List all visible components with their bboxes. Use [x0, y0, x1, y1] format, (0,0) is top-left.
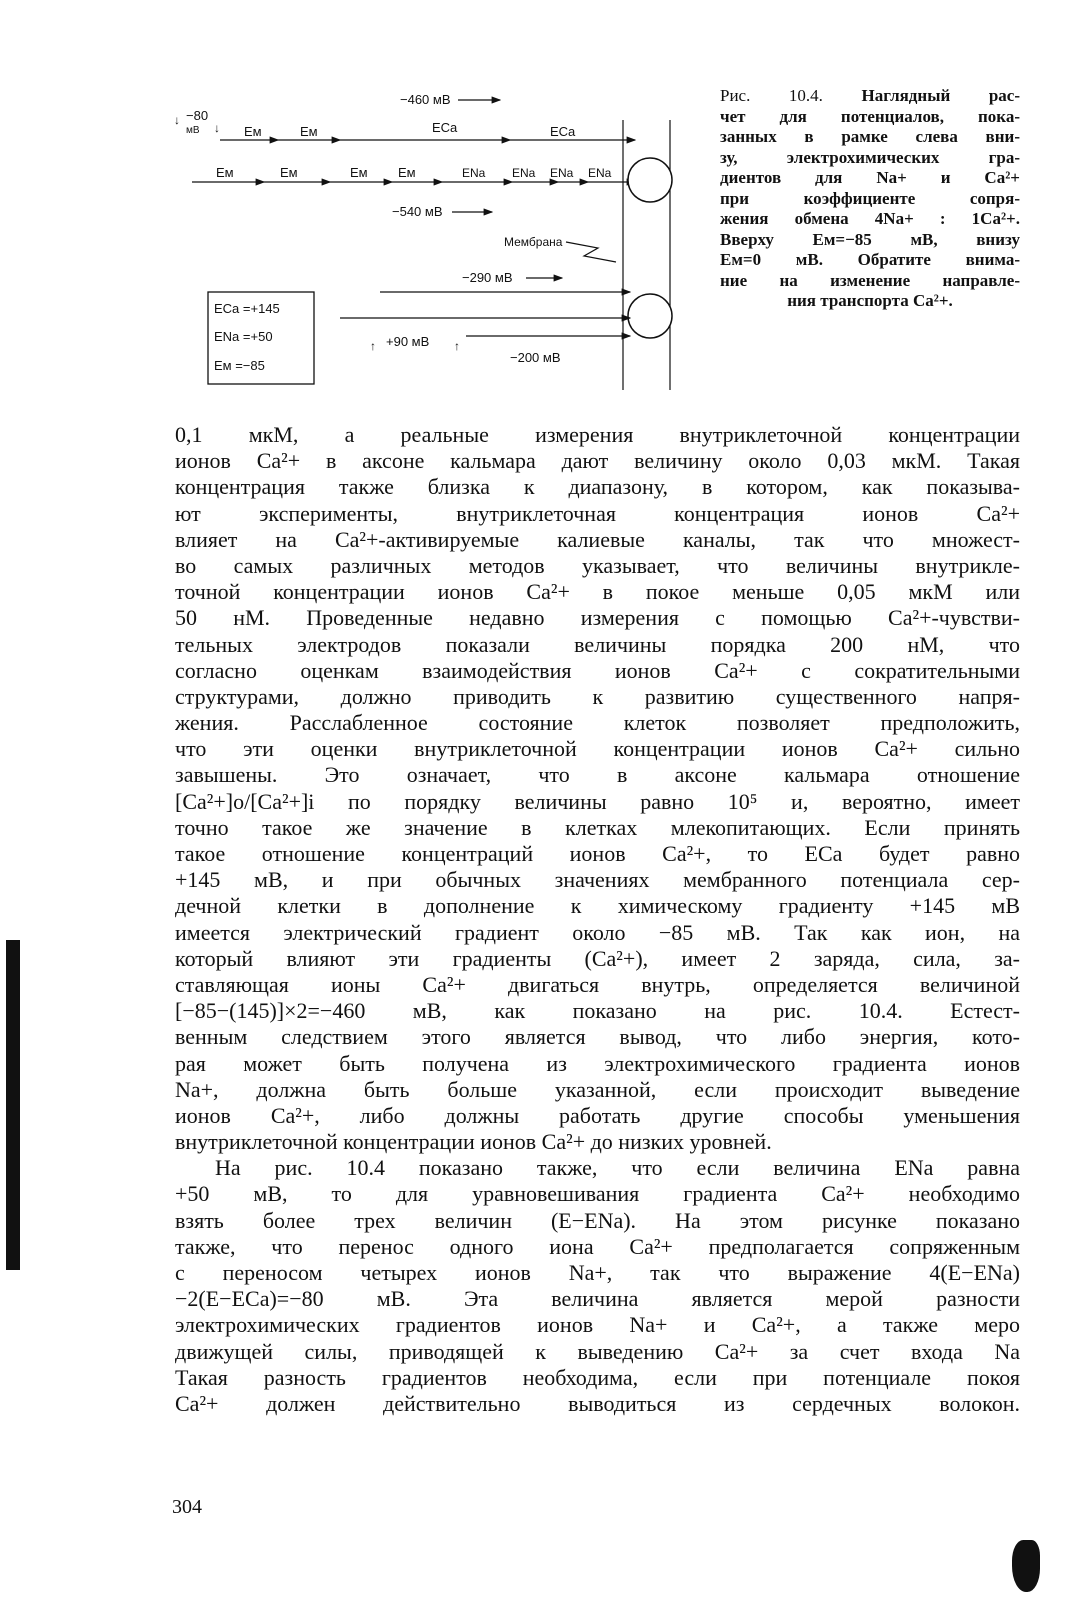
row1-label-4: ECa	[550, 124, 576, 139]
text-line: завышены. Это означает, что в аксоне кальмара отношение	[175, 762, 1020, 788]
row2-label-1: Eм	[216, 165, 234, 180]
text-line: жения. Расслабленное состояние клеток позволяет предположить,	[175, 710, 1020, 736]
text-line: венным следствием этого является вывод, что либо энергия, кото-	[175, 1024, 1020, 1050]
caption-number: Рис. 10.4.	[720, 86, 823, 105]
caption-title: Наглядный рас-	[861, 86, 1020, 105]
text-line: −2(E−ECa)=−80 мВ. Эта величина является мерой разности	[175, 1286, 1020, 1312]
text-line: движущей силы, приводящей к выведению Ca²+ за счет входа Na	[175, 1338, 1020, 1364]
scan-artifact-bar	[6, 940, 20, 1270]
text-line: дечной клетки в дополнение к химическому градиенту +145 мВ	[175, 893, 1020, 919]
caption-line: при коэффициенте сопря-	[720, 188, 1020, 208]
text-line: [Ca²+]о/[Ca²+]i по порядку величины равно 10⁵ и, вероятно, имеет	[175, 788, 1020, 814]
text-line: +50 мВ, то для уравновешивания градиента Ca²+ необходимо	[175, 1181, 1020, 1207]
membrane-pointer	[566, 242, 616, 262]
row1-label-2: Eм	[300, 124, 318, 139]
row2-label-7: ENa	[550, 166, 574, 180]
caption-line: Eм=0 мВ. Обратите внима-	[720, 250, 1020, 269]
text-line: что эти оценки внутриклеточной концентрации ионов Ca²+ сильно	[175, 736, 1020, 762]
label-left-80: −80	[186, 108, 209, 123]
paragraph-2	[175, 1155, 1020, 1417]
caption-line: занных в рамке слева вни-	[720, 127, 1020, 146]
exchanger-circle-bottom	[628, 294, 672, 338]
figure-10-4	[174, 80, 700, 410]
text-line: ставляющая ионы Ca²+ двигаться внутрь, определяется величиной	[175, 971, 1020, 997]
text-line: имеется электрический градиент около −85 мВ. Так как ион, на	[175, 919, 1020, 945]
exchanger-circle-top	[628, 158, 672, 202]
text-line: рая может быть получена из электрохимического градиента ионов	[175, 1050, 1020, 1076]
text-line: согласно оценкам взаимодействия ионов Ca²+ с сократительными	[175, 657, 1020, 683]
legend-ena: ENa =+50	[214, 329, 273, 344]
text-line: во самых различных методов указывает, что величины внутрикле-	[175, 552, 1020, 578]
text-line: структурами, должно приводить к развитию существенного напря-	[175, 683, 1020, 709]
text-line: такое отношение концентраций ионов Ca²+, то ECa будет равно	[175, 841, 1020, 866]
label-bottom-200: −200 мВ	[510, 350, 561, 365]
caption-line: зу, электрохимических гра-	[720, 147, 1020, 167]
text-line: 0,1 мкМ, а реальные измерения внутриклеточной концентрации	[175, 422, 1020, 447]
row1-label-3: ECa	[432, 120, 458, 135]
text-line: который влияют эти градиенты (Ca²+), имеет 2 заряда, сила, за-	[175, 945, 1020, 971]
text-line: Na+, должна быть больше указанной, если происходит выведение	[175, 1076, 1020, 1102]
label-left-unit: мВ	[186, 125, 200, 136]
arrow-up-small-icon: ↑	[454, 339, 460, 353]
text-line: ионов Ca²+, либо должны работать другие способы уменьшения	[175, 1102, 1020, 1128]
text-line: 50 нМ. Проведенные недавно измерения с помощью Ca²+-чувстви-	[175, 605, 1020, 631]
legend-em: Eм =−85	[214, 358, 265, 373]
row2-label-8: ENa	[588, 166, 612, 180]
arrow-down-icon: ↓	[174, 113, 180, 127]
text-line: внутриклеточной концентрации ионов Ca²+ до низких уровней.	[175, 1129, 772, 1155]
membrane-label: Мембрана	[504, 235, 563, 249]
caption-line: диентов для Na+ и Ca²+	[720, 168, 1020, 187]
text-line: влияет на Ca²+-активируемые калиевые каналы, так что множест-	[175, 526, 1020, 552]
row2-label-3: Eм	[350, 165, 368, 180]
label-mid-540: −540 мВ	[392, 204, 443, 219]
figure-diagram	[174, 80, 700, 410]
page-number: 304	[172, 1496, 202, 1518]
text-line: электрохимических градиентов ионов Na+ и Ca²+, а также меро	[175, 1312, 1020, 1338]
arrow-up-icon: ↑	[370, 339, 376, 353]
row2-label-2: Eм	[280, 165, 298, 180]
text-line: также, что перенос одного иона Ca²+ предполагается сопряженным	[175, 1233, 1020, 1259]
body-text	[175, 422, 1020, 1417]
text-line: тельных электродов показали величины порядка 200 нМ, что	[175, 631, 1020, 657]
row2-label-5: ENa	[462, 166, 486, 180]
figure-caption	[720, 86, 1020, 312]
text-line: с переносом четырех ионов Na+, так что выражение 4(E−ENa)	[175, 1260, 1020, 1285]
label-top-460: −460 мВ	[400, 92, 451, 107]
row2-label-6: ENa	[512, 166, 536, 180]
text-line: Ca²+ должен действительно выводиться из сердечных волокон.	[175, 1390, 1020, 1416]
text-line: ионов Ca²+ в аксоне кальмара дают величину около 0,03 мкМ. Такая	[175, 448, 1020, 474]
text-line: На рис. 10.4 показано также, что если величина ENa равна	[215, 1155, 1020, 1181]
text-line: +145 мВ, и при обычных значениях мембранного потенциала сер-	[175, 867, 1020, 893]
text-line: ют эксперименты, внутриклеточная концентрация ионов Ca²+	[175, 500, 1020, 526]
caption-line: жения обмена 4Na+ : 1Ca²+.	[720, 209, 1020, 228]
row2-label-4: Eм	[398, 165, 416, 180]
text-line: точной концентрации ионов Ca²+ в покое меньше 0,05 мкМ или	[175, 579, 1020, 605]
label-mid-290: −290 мВ	[462, 270, 513, 285]
text-line: [−85−(145)]×2=−460 мВ, как показано на рис. 10.4. Естест-	[175, 998, 1020, 1024]
caption-line: Вверху Eм=−85 мВ, внизу	[720, 229, 1020, 249]
legend-eca: ECa =+145	[214, 301, 280, 316]
scan-artifact-blot	[1012, 1540, 1040, 1592]
text-line: концентрация также близка к диапазону, в котором, как показыва-	[175, 474, 1020, 500]
text-line: Такая разность градиентов необходима, если при потенциале покоя	[175, 1364, 1020, 1390]
text-line: точно такое же значение в клетках млекопитающих. Если принять	[175, 814, 1020, 840]
caption-line: ние на изменение направле-	[720, 270, 1020, 290]
caption-line: чет для потенциалов, пока-	[720, 106, 1020, 126]
arrow-down-small-icon: ↓	[214, 121, 220, 135]
caption-line: ния транспорта Ca²+.	[787, 291, 953, 310]
label-bottom-90: +90 мВ	[386, 334, 430, 349]
text-line: взять более трех величин (E−ENa). На этом рисунке показано	[175, 1207, 1020, 1233]
row1-label-1: Eм	[244, 124, 262, 139]
paragraph-1	[175, 422, 1020, 1155]
